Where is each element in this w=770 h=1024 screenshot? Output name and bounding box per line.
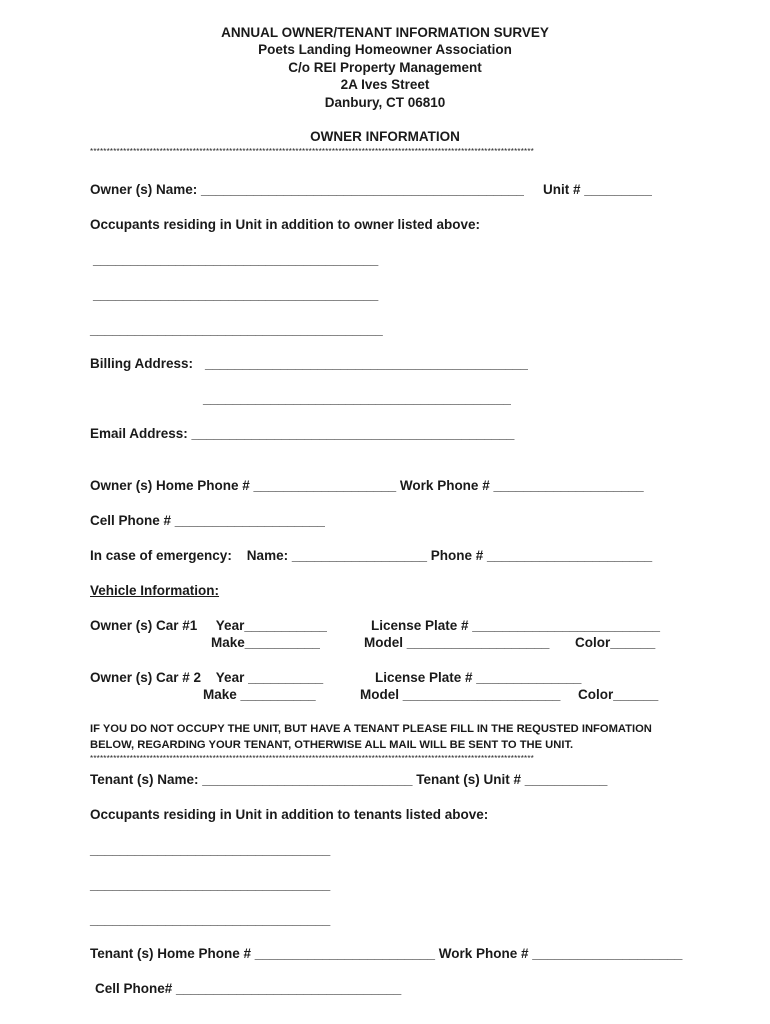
billing-address-field-1[interactable]: ___________________________________________ [205, 356, 528, 371]
tenant-notice-line-1: IF YOU DO NOT OCCUPY THE UNIT, BUT HAVE A TENANT PLEASE FILL IN THE REQUSTED INFOMATION [90, 723, 652, 735]
owner-unit-field[interactable]: Unit # _________ [543, 182, 652, 197]
owner-phone-fields[interactable]: Owner (s) Home Phone # ___________________ Work Phone # ____________________ [90, 478, 644, 493]
form-title: ANNUAL OWNER/TENANT INFORMATION SURVEY [221, 25, 549, 40]
billing-address-label: Billing Address: [90, 356, 194, 371]
car2-color-field[interactable]: Color______ [578, 687, 659, 702]
billing-address-field-2[interactable]: _________________________________________ [203, 391, 511, 406]
car1-year-field[interactable]: Owner (s) Car #1 Year___________ [90, 618, 327, 633]
car1-make-field[interactable]: Make__________ [211, 635, 320, 650]
owner-separator: ************************************************************************************************************************************** [90, 147, 534, 156]
city-address: Danbury, CT 06810 [324, 95, 446, 110]
owner-occupant-field-3[interactable]: _______________________________________ [90, 322, 383, 337]
car1-color-field[interactable]: Color______ [575, 635, 656, 650]
association-name: Poets Landing Homeowner Association [258, 42, 512, 57]
car2-make-field[interactable]: Make __________ [203, 687, 316, 702]
car1-license-plate-field[interactable]: License Plate # _________________________ [371, 618, 661, 633]
tenant-occupants-label: Occupants residing in Unit in addition to tenants listed above: [90, 807, 489, 822]
car1-model-field[interactable]: Model ___________________ [364, 635, 550, 650]
owner-occupants-label: Occupants residing in Unit in addition to owner listed above: [90, 217, 481, 232]
owner-cell-phone-field[interactable]: Cell Phone # ____________________ [90, 513, 325, 528]
owner-section-heading: OWNER INFORMATION [310, 129, 460, 144]
tenant-phone-fields[interactable]: Tenant (s) Home Phone # ________________________ Work Phone # ____________________ [90, 946, 683, 961]
street-address: 2A Ives Street [340, 77, 430, 92]
tenant-name-unit-fields[interactable]: Tenant (s) Name: ____________________________ Tenant (s) Unit # ___________ [90, 772, 608, 787]
emergency-contact-fields[interactable]: In case of emergency: Name: __________________ Phone # ______________________ [90, 548, 653, 563]
email-address-field[interactable]: Email Address: ___________________________________________ [90, 426, 515, 441]
tenant-occupant-field-2[interactable]: ________________________________ [90, 877, 331, 892]
car2-model-field[interactable]: Model _____________________ [360, 687, 561, 702]
tenant-occupant-field-1[interactable]: ________________________________ [90, 842, 331, 857]
owner-name-field[interactable]: Owner (s) Name: ___________________________________________ [90, 182, 524, 197]
car2-year-field[interactable]: Owner (s) Car # 2 Year __________ [90, 670, 324, 685]
management-name: C/o REI Property Management [288, 60, 482, 75]
tenant-notice-line-2: BELOW, REGARDING YOUR TENANT, OTHERWISE ALL MAIL WILL BE SENT TO THE UNIT. [90, 739, 574, 751]
owner-occupant-field-1[interactable]: ______________________________________ [93, 252, 379, 267]
owner-occupant-field-2[interactable]: ______________________________________ [93, 287, 379, 302]
vehicle-info-heading: Vehicle Information: [90, 583, 220, 598]
tenant-cell-phone-field[interactable]: Cell Phone# ______________________________ [95, 981, 402, 996]
tenant-occupant-field-3[interactable]: ________________________________ [90, 912, 331, 927]
car2-license-plate-field[interactable]: License Plate # ______________ [375, 670, 582, 685]
tenant-separator: ************************************************************************************************************************************** [90, 754, 534, 763]
